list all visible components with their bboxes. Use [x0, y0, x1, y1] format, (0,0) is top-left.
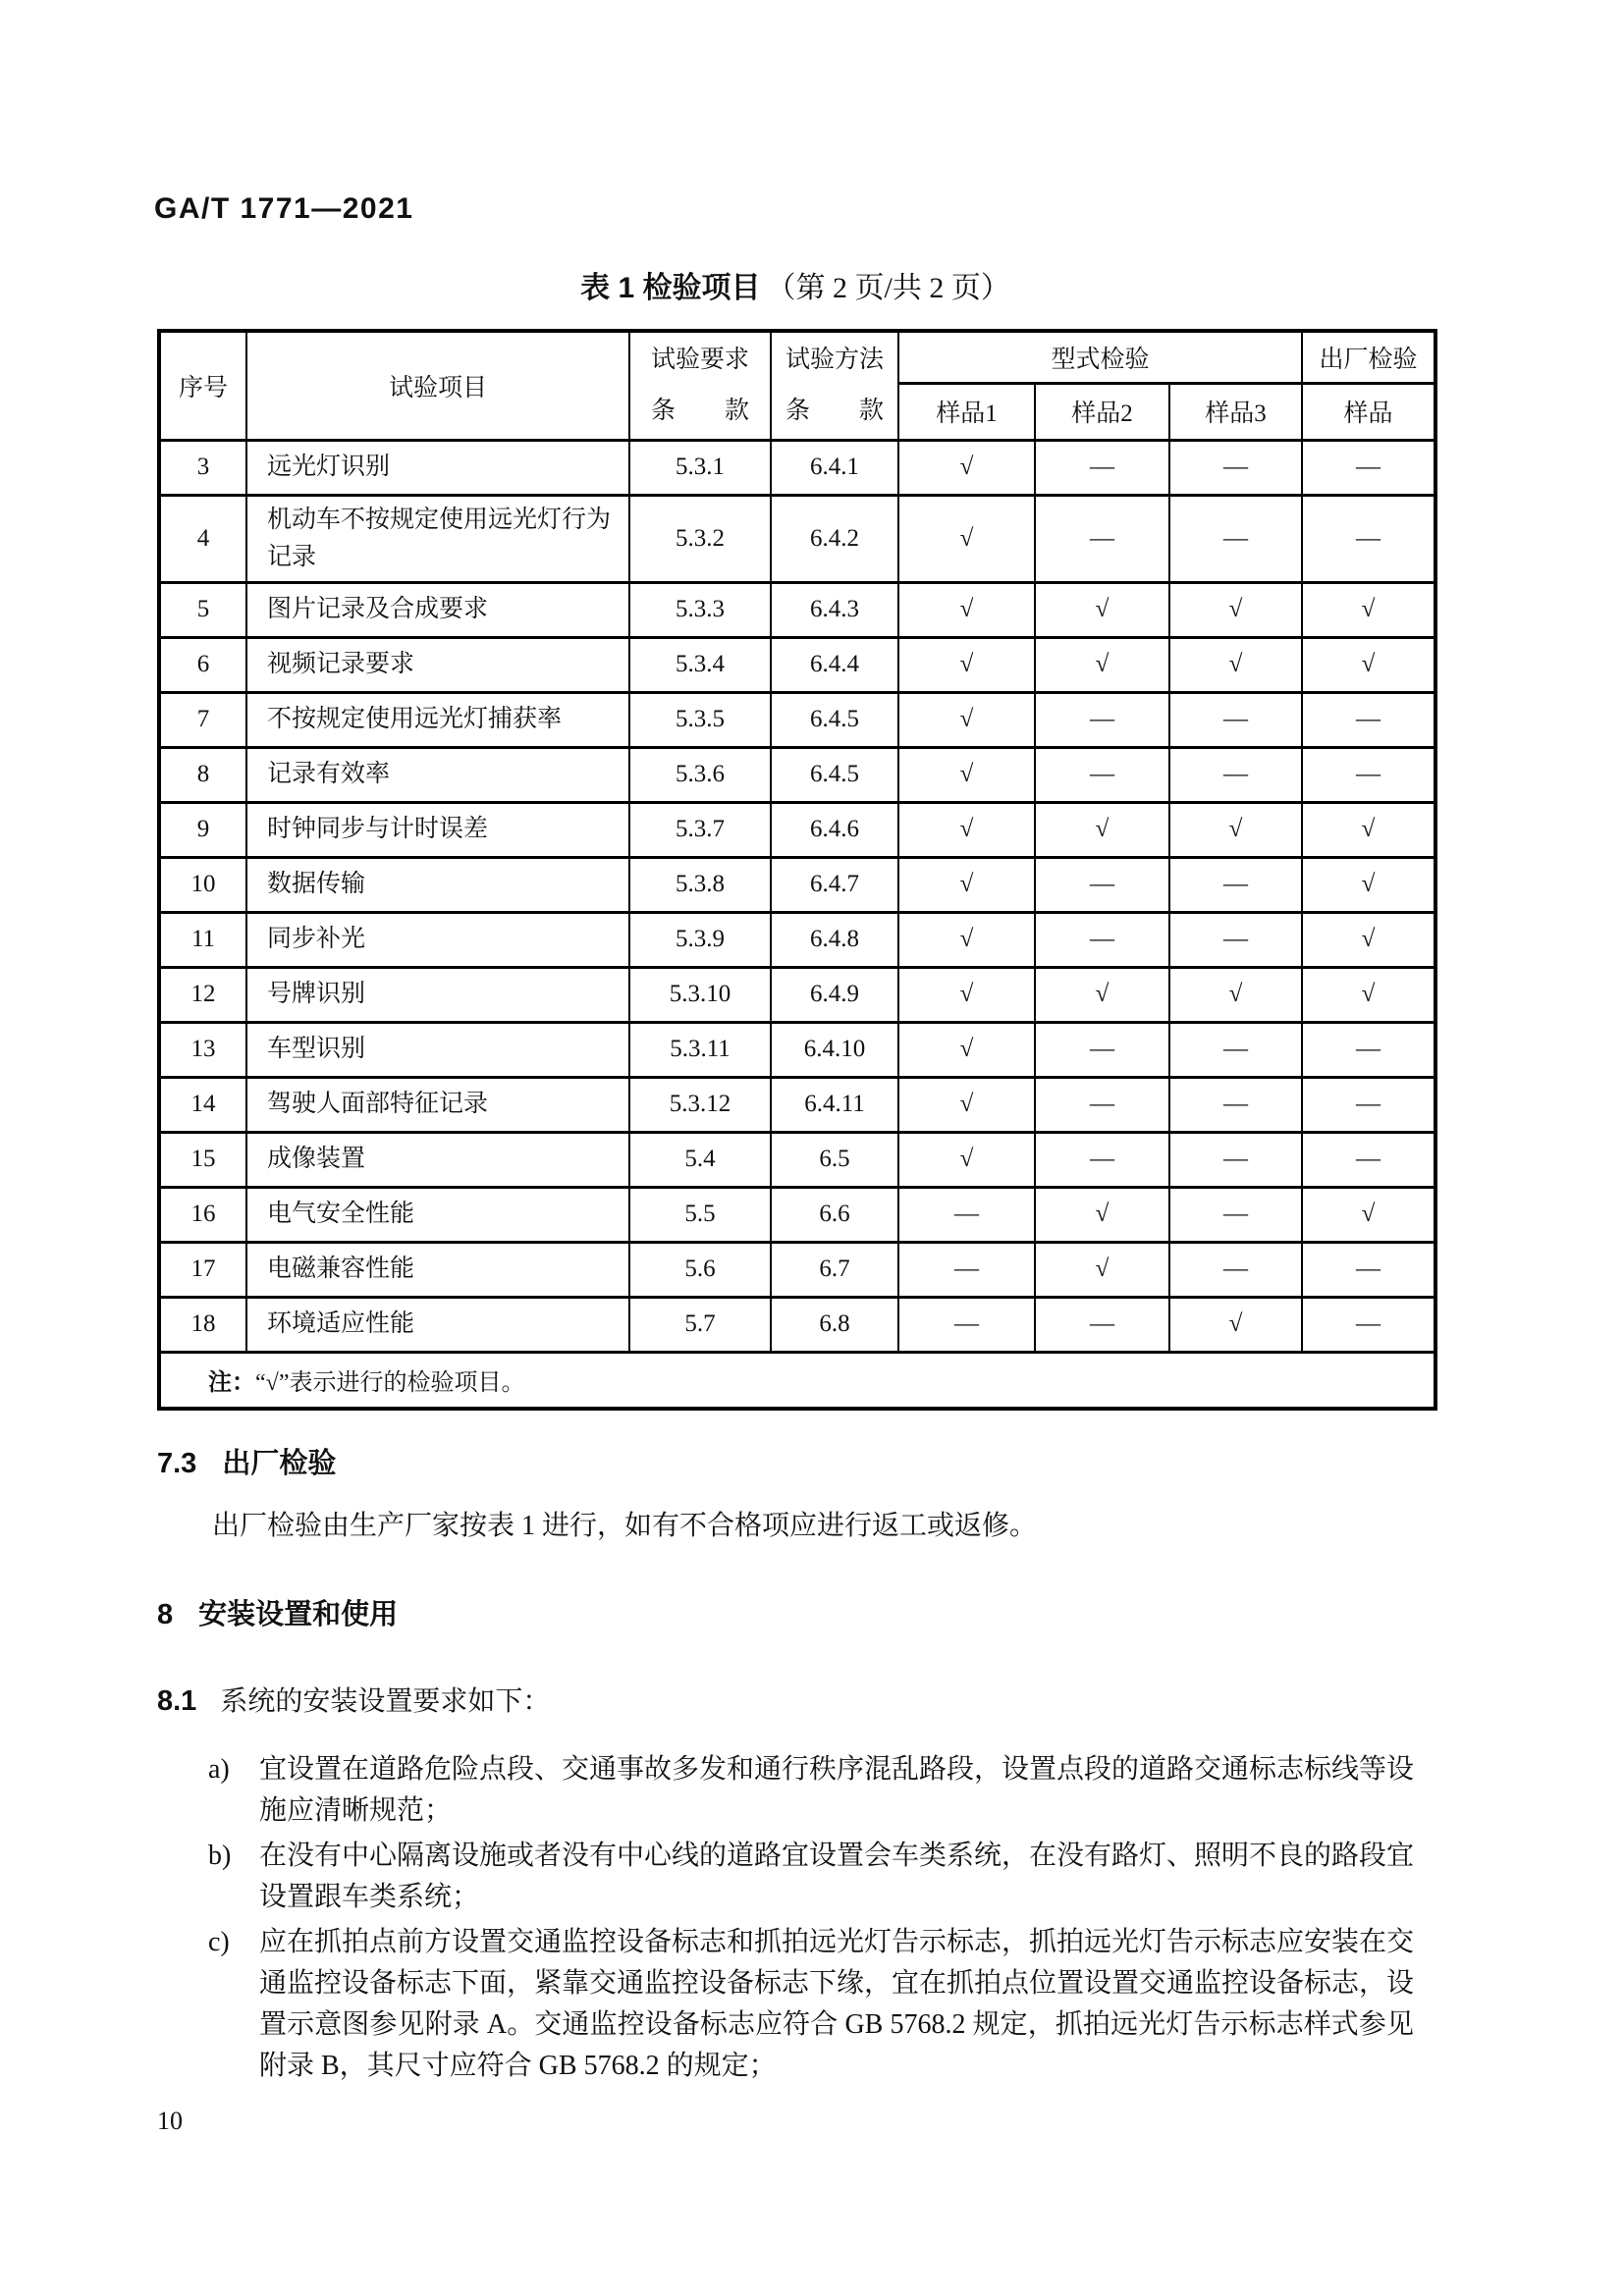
- cell-sample1: √: [898, 495, 1035, 582]
- cell-req-clause: 5.3.4: [629, 637, 771, 692]
- cell-sample2: √: [1035, 1187, 1169, 1242]
- list-item: [208, 1749, 1475, 1832]
- cell-test-item: 电磁兼容性能: [246, 1242, 629, 1297]
- table-row: [159, 912, 1435, 967]
- table-row: [159, 495, 1435, 582]
- table-note: [159, 1352, 1435, 1409]
- installation-requirements-list: [208, 1749, 1475, 2091]
- cell-test-item: 环境适应性能: [246, 1297, 629, 1352]
- cell-factory-sample: √: [1302, 857, 1435, 912]
- cell-sample3: —: [1169, 747, 1302, 802]
- cell-method-clause: 6.8: [771, 1297, 898, 1352]
- cell-test-item: 机动车不按规定使用远光灯行为记录: [246, 495, 629, 582]
- table-row: [159, 1242, 1435, 1297]
- cell-sample2: —: [1035, 495, 1169, 582]
- cell-test-item: 驾驶人面部特征记录: [246, 1077, 629, 1132]
- table-row: [159, 857, 1435, 912]
- header-sample1: 样品1: [898, 383, 1035, 440]
- header-sample3: 样品3: [1169, 383, 1302, 440]
- cell-sample1: √: [898, 802, 1035, 857]
- cell-test-item: 电气安全性能: [246, 1187, 629, 1242]
- clause-title: 安装设置和使用: [198, 1599, 399, 1630]
- cell-sample1: √: [898, 637, 1035, 692]
- list-item-text: 应在抓拍点前方设置交通监控设备标志和抓拍远光灯告示标志，抓拍远光灯告示标志应安装在交通监控设备标志下面，紧靠交通监控设备标志下缘，宜在抓拍点位置设置交通监控设备标志，设置示意图参见附录 A。交通监控设备标志应符合 GB 5768.2 规定，抓拍远光灯告示标志样式参见附录 B，其尺寸应符合 GB 5768.2 的规定；: [259, 1927, 1415, 2081]
- table-row: [159, 637, 1435, 692]
- cell-sample3: —: [1169, 440, 1302, 495]
- standard-code: GA/T 1771—2021: [154, 192, 414, 225]
- clause-number: 8.1: [157, 1685, 197, 1717]
- cell-seq: 9: [159, 802, 246, 857]
- cell-req-clause: 5.3.2: [629, 495, 771, 582]
- cell-factory-sample: √: [1302, 802, 1435, 857]
- cell-sample3: √: [1169, 582, 1302, 637]
- clause-number: 7.3: [157, 1448, 197, 1479]
- cell-sample1: √: [898, 440, 1035, 495]
- cell-test-item: 图片记录及合成要求: [246, 582, 629, 637]
- section-heading-8: [157, 1592, 398, 1632]
- cell-seq: 17: [159, 1242, 246, 1297]
- cell-method-clause: 6.4.8: [771, 912, 898, 967]
- table-title-page-info: （第 2 页/共 2 页）: [766, 272, 1010, 304]
- cell-seq: 10: [159, 857, 246, 912]
- table-row: [159, 1187, 1435, 1242]
- cell-req-clause: 5.4: [629, 1132, 771, 1187]
- table-row: [159, 1132, 1435, 1187]
- cell-sample2: —: [1035, 440, 1169, 495]
- cell-sample2: —: [1035, 1077, 1169, 1132]
- table-row: [159, 692, 1435, 747]
- cell-factory-sample: √: [1302, 912, 1435, 967]
- cell-req-clause: 5.3.10: [629, 967, 771, 1022]
- cell-sample3: —: [1169, 1242, 1302, 1297]
- cell-req-clause: 5.7: [629, 1297, 771, 1352]
- table-row: [159, 747, 1435, 802]
- table-row: [159, 440, 1435, 495]
- cell-test-item: 同步补光: [246, 912, 629, 967]
- cell-sample2: —: [1035, 857, 1169, 912]
- cell-method-clause: 6.4.1: [771, 440, 898, 495]
- cell-factory-sample: √: [1302, 582, 1435, 637]
- cell-sample2: —: [1035, 747, 1169, 802]
- cell-seq: 4: [159, 495, 246, 582]
- cell-seq: 5: [159, 582, 246, 637]
- cell-test-item: 视频记录要求: [246, 637, 629, 692]
- cell-test-item: 时钟同步与计时误差: [246, 802, 629, 857]
- table-row: [159, 802, 1435, 857]
- cell-seq: 13: [159, 1022, 246, 1077]
- list-item-label: b): [208, 1841, 232, 1871]
- cell-method-clause: 6.4.4: [771, 637, 898, 692]
- clause-number: 8: [157, 1599, 174, 1630]
- cell-sample3: —: [1169, 912, 1302, 967]
- cell-seq: 8: [159, 747, 246, 802]
- cell-sample1: √: [898, 857, 1035, 912]
- cell-method-clause: 6.4.7: [771, 857, 898, 912]
- cell-sample1: √: [898, 967, 1035, 1022]
- cell-test-item: 不按规定使用远光灯捕获率: [246, 692, 629, 747]
- cell-sample1: —: [898, 1242, 1035, 1297]
- header-sample2: 样品2: [1035, 383, 1169, 440]
- list-item-label: c): [208, 1927, 230, 1957]
- cell-factory-sample: —: [1302, 495, 1435, 582]
- header-method-line2: 条 款: [785, 397, 884, 424]
- cell-factory-sample: —: [1302, 1297, 1435, 1352]
- cell-req-clause: 5.5: [629, 1187, 771, 1242]
- cell-sample2: √: [1035, 802, 1169, 857]
- cell-sample1: √: [898, 912, 1035, 967]
- section-heading-7-3: [157, 1441, 336, 1481]
- list-item-text: 宜设置在道路危险点段、交通事故多发和通行秩序混乱路段，设置点段的道路交通标志标线等设施应清晰规范；: [259, 1754, 1415, 1826]
- cell-seq: 3: [159, 440, 246, 495]
- cell-factory-sample: —: [1302, 1132, 1435, 1187]
- cell-sample1: √: [898, 1077, 1035, 1132]
- cell-sample2: —: [1035, 912, 1169, 967]
- cell-factory-sample: √: [1302, 637, 1435, 692]
- cell-method-clause: 6.4.2: [771, 495, 898, 582]
- header-req-line2: 条 款: [650, 397, 749, 424]
- cell-sample1: √: [898, 747, 1035, 802]
- note-text: “√”表示进行的检验项目。: [255, 1370, 525, 1397]
- cell-factory-sample: —: [1302, 440, 1435, 495]
- header-req-line1: 试验要求: [650, 346, 749, 373]
- cell-test-item: 远光灯识别: [246, 440, 629, 495]
- cell-factory-sample: —: [1302, 1077, 1435, 1132]
- cell-seq: 15: [159, 1132, 246, 1187]
- cell-sample2: —: [1035, 1022, 1169, 1077]
- cell-sample3: —: [1169, 1187, 1302, 1242]
- table-row: [159, 582, 1435, 637]
- cell-method-clause: 6.6: [771, 1187, 898, 1242]
- cell-factory-sample: —: [1302, 692, 1435, 747]
- cell-sample2: —: [1035, 692, 1169, 747]
- list-item-text: 在没有中心隔离设施或者没有中心线的道路宜设置会车类系统，在没有路灯、照明不良的路段宜设置跟车类系统；: [259, 1841, 1415, 1912]
- cell-test-item: 号牌识别: [246, 967, 629, 1022]
- cell-sample3: —: [1169, 1022, 1302, 1077]
- clause-8-1-heading: [157, 1680, 550, 1719]
- cell-method-clause: 6.5: [771, 1132, 898, 1187]
- cell-req-clause: 5.3.9: [629, 912, 771, 967]
- cell-sample3: √: [1169, 802, 1302, 857]
- cell-test-item: 车型识别: [246, 1022, 629, 1077]
- cell-sample2: √: [1035, 967, 1169, 1022]
- table-row: [159, 1077, 1435, 1132]
- header-test-item: 试验项目: [246, 331, 629, 440]
- cell-seq: 6: [159, 637, 246, 692]
- cell-req-clause: 5.3.8: [629, 857, 771, 912]
- cell-sample2: —: [1035, 1297, 1169, 1352]
- cell-sample1: √: [898, 1022, 1035, 1077]
- page-number: 10: [157, 2107, 183, 2135]
- cell-seq: 7: [159, 692, 246, 747]
- header-factory-test: 出厂检验: [1302, 331, 1435, 383]
- cell-req-clause: 5.3.6: [629, 747, 771, 802]
- cell-req-clause: 5.3.5: [629, 692, 771, 747]
- cell-seq: 14: [159, 1077, 246, 1132]
- cell-method-clause: 6.4.5: [771, 692, 898, 747]
- cell-sample3: √: [1169, 967, 1302, 1022]
- cell-method-clause: 6.4.5: [771, 747, 898, 802]
- cell-method-clause: 6.4.9: [771, 967, 898, 1022]
- cell-req-clause: 5.3.11: [629, 1022, 771, 1077]
- cell-req-clause: 5.3.7: [629, 802, 771, 857]
- note-label: 注：: [208, 1369, 255, 1397]
- cell-req-clause: 5.3.12: [629, 1077, 771, 1132]
- cell-factory-sample: —: [1302, 747, 1435, 802]
- cell-factory-sample: —: [1302, 1022, 1435, 1077]
- cell-factory-sample: √: [1302, 1187, 1435, 1242]
- cell-test-item: 成像装置: [246, 1132, 629, 1187]
- cell-sample2: —: [1035, 1132, 1169, 1187]
- table-row: [159, 1297, 1435, 1352]
- header-req-clause: [629, 331, 771, 440]
- clause-title: 系统的安装设置要求如下：: [220, 1686, 551, 1717]
- cell-method-clause: 6.4.3: [771, 582, 898, 637]
- cell-req-clause: 5.3.1: [629, 440, 771, 495]
- table-header: [159, 331, 1435, 440]
- table-title-main: 表 1 检验项目: [580, 272, 761, 304]
- cell-sample2: √: [1035, 1242, 1169, 1297]
- clause-7-3-body: 出厂检验由生产厂家按表 1 进行，如有不合格项应进行返工或返修。: [212, 1511, 1038, 1541]
- cell-sample3: √: [1169, 637, 1302, 692]
- header-type-test: 型式检验: [898, 331, 1302, 383]
- clause-title: 出厂检验: [222, 1448, 337, 1479]
- table-footer: [159, 1352, 1435, 1409]
- cell-sample3: —: [1169, 1077, 1302, 1132]
- cell-seq: 16: [159, 1187, 246, 1242]
- cell-sample2: √: [1035, 637, 1169, 692]
- cell-method-clause: 6.7: [771, 1242, 898, 1297]
- cell-sample3: —: [1169, 495, 1302, 582]
- cell-sample2: √: [1035, 582, 1169, 637]
- list-item: [208, 1836, 1475, 1918]
- cell-sample1: √: [898, 692, 1035, 747]
- table-row: [159, 967, 1435, 1022]
- cell-req-clause: 5.3.3: [629, 582, 771, 637]
- cell-req-clause: 5.6: [629, 1242, 771, 1297]
- cell-sample1: √: [898, 1132, 1035, 1187]
- header-method-clause: [771, 331, 898, 440]
- cell-method-clause: 6.4.10: [771, 1022, 898, 1077]
- cell-method-clause: 6.4.6: [771, 802, 898, 857]
- header-seq: 序号: [159, 331, 246, 440]
- cell-test-item: 数据传输: [246, 857, 629, 912]
- cell-sample3: √: [1169, 1297, 1302, 1352]
- cell-seq: 18: [159, 1297, 246, 1352]
- table-title: [157, 263, 1434, 306]
- cell-method-clause: 6.4.11: [771, 1077, 898, 1132]
- cell-sample3: —: [1169, 1132, 1302, 1187]
- cell-seq: 11: [159, 912, 246, 967]
- cell-sample1: —: [898, 1297, 1035, 1352]
- cell-seq: 12: [159, 967, 246, 1022]
- header-method-line1: 试验方法: [785, 346, 884, 373]
- cell-factory-sample: —: [1302, 1242, 1435, 1297]
- list-item-label: a): [208, 1754, 230, 1785]
- cell-factory-sample: √: [1302, 967, 1435, 1022]
- cell-test-item: 记录有效率: [246, 747, 629, 802]
- cell-sample1: —: [898, 1187, 1035, 1242]
- table-body: [159, 440, 1435, 1352]
- inspection-items-table: [157, 329, 1437, 1411]
- table-row: [159, 1022, 1435, 1077]
- cell-sample3: —: [1169, 692, 1302, 747]
- table-note-row: [159, 1352, 1435, 1409]
- cell-sample3: —: [1169, 857, 1302, 912]
- cell-sample1: √: [898, 582, 1035, 637]
- header-factory-sample: 样品: [1302, 383, 1435, 440]
- list-item: [208, 1922, 1475, 2087]
